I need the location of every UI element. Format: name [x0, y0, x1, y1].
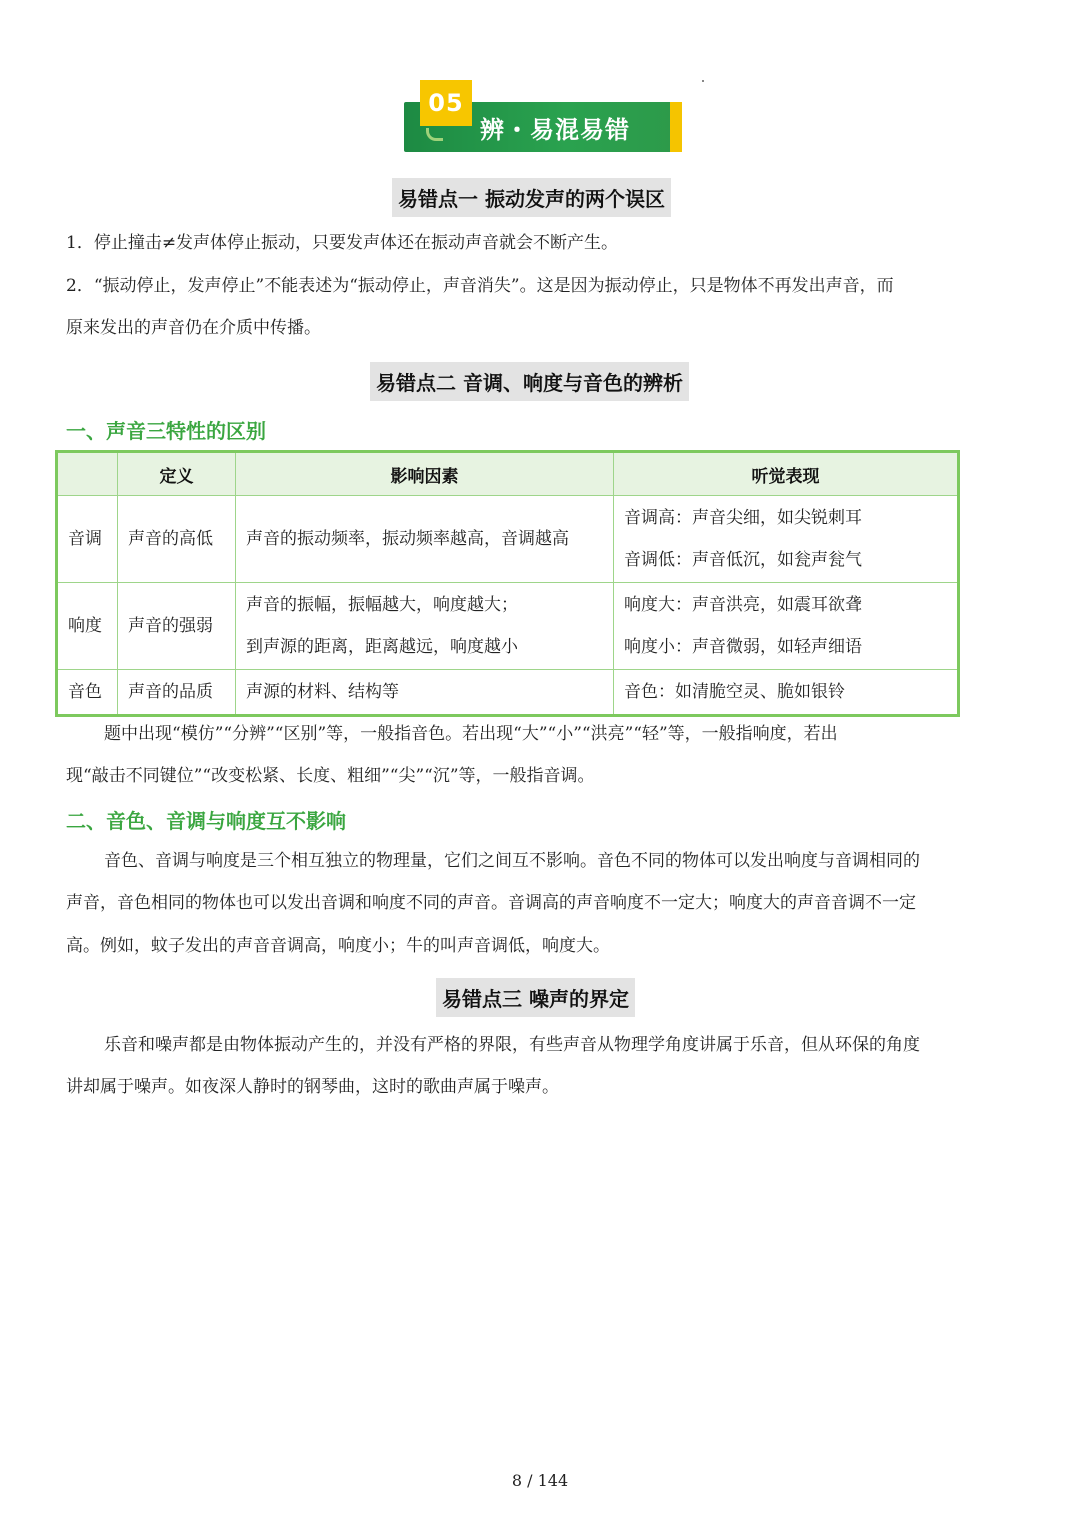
- point1-line2a: 2．“振动停止，发声停止”不能表述为“振动停止，声音消失”。这是因为振动停止，只是物体不再发出声音，而: [66, 276, 894, 296]
- row-name: 音色: [57, 670, 118, 716]
- header-factors: 影响因素: [236, 452, 614, 496]
- stray-dot: [702, 80, 704, 82]
- banner-number: 05: [420, 80, 472, 126]
- subhead-2: 二、音色、音调与响度互不影响: [66, 809, 346, 833]
- row-perception: [614, 496, 959, 583]
- table-row: [57, 583, 959, 670]
- header-blank: [57, 452, 118, 496]
- para3-line-a: 乐音和噪声都是由物体振动产生的，并没有严格的界限，有些声音从物理学角度讲属于乐音，但从环保的角度: [104, 1035, 920, 1055]
- row-name: 音调: [57, 496, 118, 583]
- point2-title: 易错点二 音调、响度与音色的辨析: [370, 362, 689, 401]
- point1-title: 易错点一 振动发声的两个误区: [392, 178, 671, 217]
- row-definition: 声音的强弱: [118, 583, 236, 670]
- banner-title: 辨・易混易错: [480, 116, 630, 144]
- row-perception: [614, 583, 959, 670]
- row-definition: 声音的品质: [118, 670, 236, 716]
- factor-line: 声音的振幅，振幅越大，响度越大；: [246, 595, 518, 615]
- point1-line1: 1．停止撞击≠发声体停止振动，只要发声体还在振动声音就会不断产生。: [66, 233, 619, 253]
- page-number: 8 / 144: [511, 1471, 569, 1490]
- sound-traits-table: [55, 450, 960, 717]
- row-perception: 音色：如清脆空灵、脆如银铃: [614, 670, 959, 716]
- row-factor: [236, 583, 614, 670]
- para2-line-a: 音色、音调与响度是三个相互独立的物理量，它们之间互不影响。音色不同的物体可以发出响度与音调相同的: [104, 851, 920, 871]
- subhead-1: 一、声音三特性的区别: [66, 419, 266, 443]
- perception-line: 音调低：声音低沉，如瓮声瓮气: [624, 550, 862, 570]
- factor-line: 到声源的距离，距离越远，响度越小: [246, 637, 518, 657]
- note-line-b: 现“敲击不同键位”“改变松紧、长度、粗细”“尖”“沉”等，一般指音调。: [66, 766, 595, 786]
- row-factor: 声源的材料、结构等: [236, 670, 614, 716]
- table-row: [57, 670, 959, 716]
- perception-line: 响度大：声音洪亮，如震耳欲聋: [624, 595, 862, 615]
- para3-line-b: 讲却属于噪声。如夜深人静时的钢琴曲，这时的歌曲声属于噪声。: [66, 1077, 559, 1097]
- row-name: 响度: [57, 583, 118, 670]
- banner-accent: [670, 102, 682, 152]
- row-definition: 声音的高低: [118, 496, 236, 583]
- para2-line-b: 声音，音色相同的物体也可以发出音调和响度不同的声音。音调高的声音响度不一定大；响度大的声音音调不一定: [66, 893, 916, 913]
- table-header-row: [57, 452, 959, 496]
- perception-line: 响度小：声音微弱，如轻声细语: [624, 637, 862, 657]
- note-line-a: 题中出现“模仿”“分辨”“区别”等，一般指音色。若出现“大”“小”“洪亮”“轻”等，一般指响度，若出: [104, 724, 838, 744]
- header-definition: 定义: [118, 452, 236, 496]
- table-row: [57, 496, 959, 583]
- para2-line-c: 高。例如，蚊子发出的声音音调高，响度小；牛的叫声音调低，响度大。: [66, 936, 610, 956]
- header-perception: 听觉表现: [614, 452, 959, 496]
- section-banner: [404, 80, 682, 154]
- point3-title: 易错点三 噪声的界定: [436, 978, 635, 1017]
- row-factor: 声音的振动频率，振动频率越高，音调越高: [236, 496, 614, 583]
- point1-line2b: 原来发出的声音仍在介质中传播。: [66, 318, 321, 338]
- perception-line: 音调高：声音尖细，如尖锐刺耳: [624, 508, 862, 528]
